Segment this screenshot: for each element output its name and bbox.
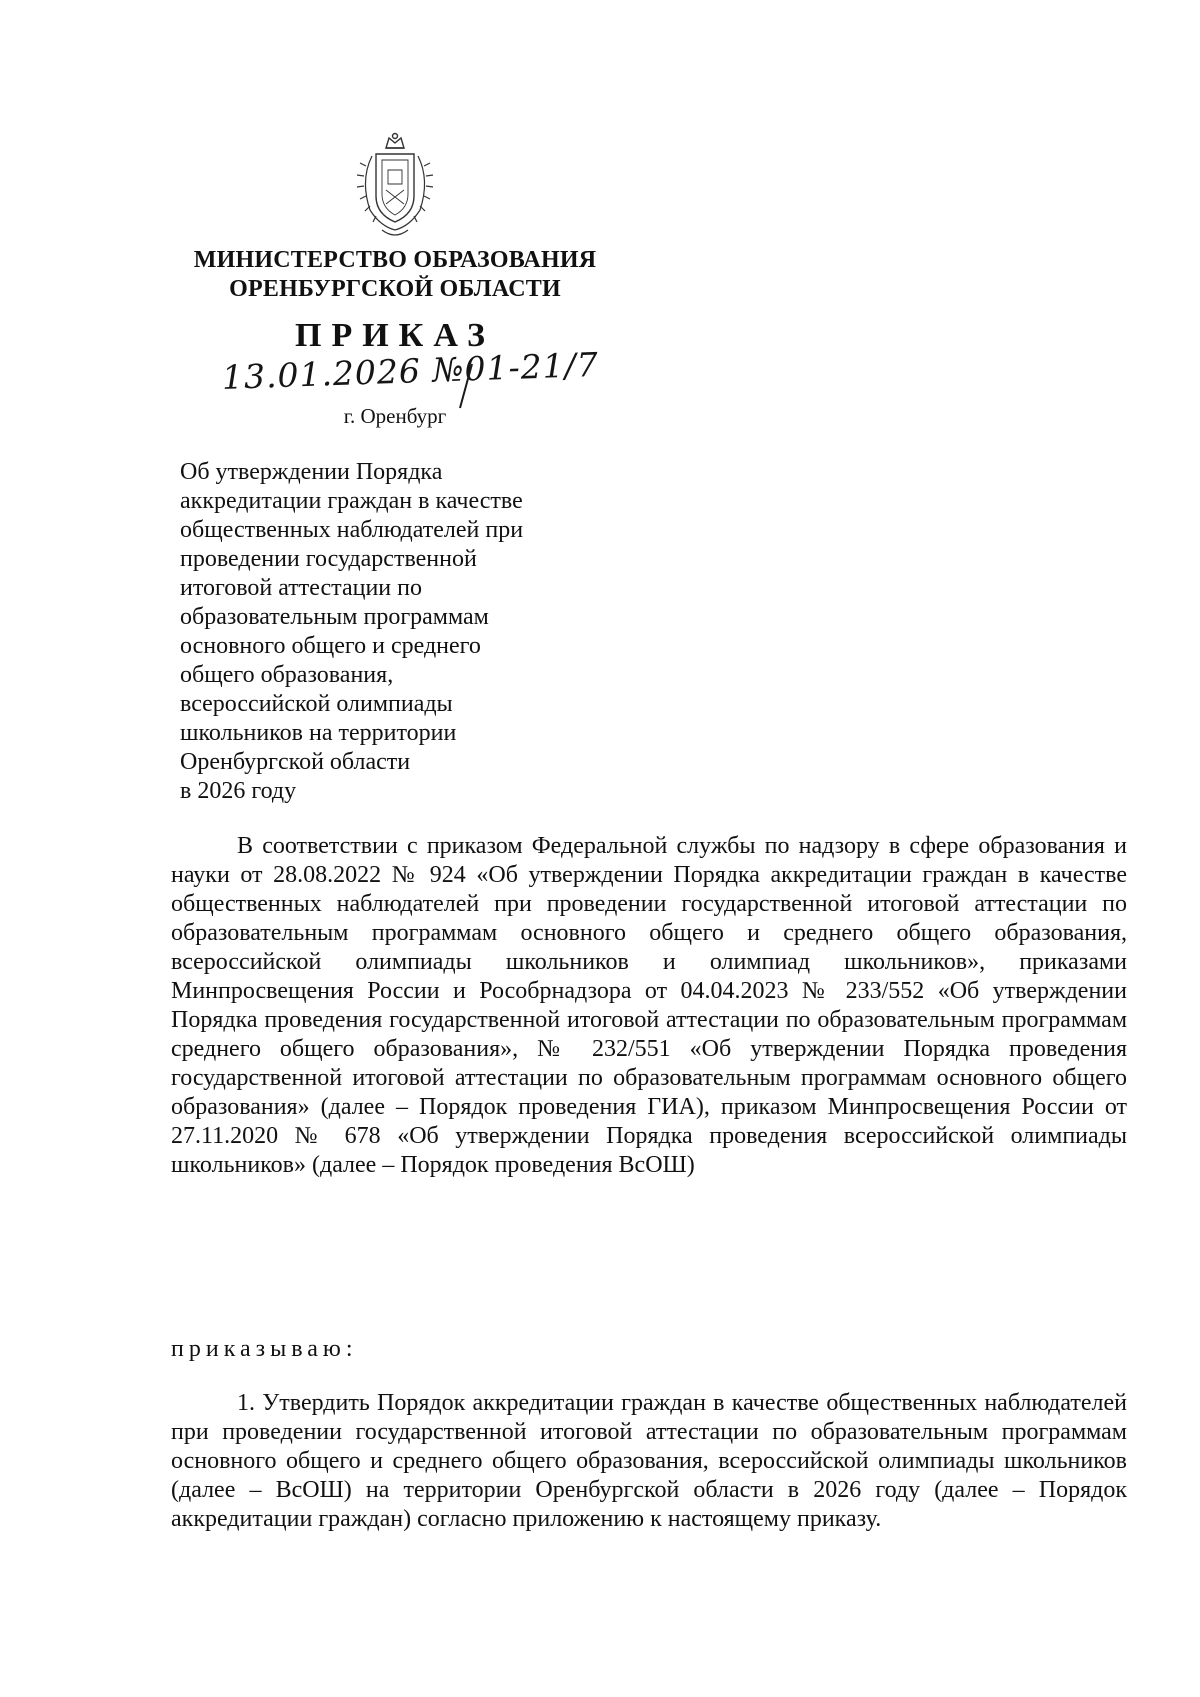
ministry-name [160,246,630,304]
city-name: г. Оренбург [343,404,447,428]
subject-line: школьников на территории [180,720,457,746]
subject-line: Оренбургской области [180,749,411,775]
subject-line: в 2026 году [180,778,297,804]
subject-line: образовательным программам [180,604,489,630]
subject-line: общественных наблюдателей при [180,517,524,543]
coat-of-arms-emblem [352,130,438,242]
subject-line: основного общего и среднего [180,633,481,659]
order-item-1: 1. Утвердить Порядок аккредитации граждан в качестве общественных наблюдателей при проведении государственной итоговой аттестации по образовательным программам основного общего и среднего общего образования, всероссийской олимпиады школьников (далее – ВсОШ) на территории Оренбургской области в 2026 году (далее – Порядок аккредитации граждан) согласно приложению к настоящему приказу. [171,1390,1127,1532]
decree-word: приказываю: [171,1336,358,1362]
preamble-paragraph: В соответствии с приказом Федеральной службы по надзору в сфере образования и науки от 28.08.2022 № 924 «Об утверждении Порядка аккредитации граждан в качестве общественных наблюдателей при проведении государственной итоговой аттестации по образовательным программам основного общего и среднего общего образования, всероссийской олимпиады школьников и олимпиад школьников», приказами Минпросвещения России и Рособрнадзора от 04.04.2023 № 233/552 «Об утверждении Порядка проведения государственной итоговой аттестации по образовательным программам среднего общего образования», № 232/551 «Об утверждении Порядка проведения государственной итоговой аттестации по образовательным программам основного общего образования» (далее – Порядок проведения ГИА), приказом Минпросвещения России от 27.11.2020 № 678 «Об утверждении Порядка проведения всероссийской олимпиады школьников» (далее – Порядок проведения ВсОШ) [171,833,1127,1178]
subject-line: общего образования, [180,662,394,688]
document-type-title: ПРИКАЗ [295,317,495,354]
ministry-name-line-2: ОРЕНБУРГСКОЙ ОБЛАСТИ [229,276,561,302]
subject-line: всероссийской олимпиады [180,691,453,717]
ministry-name-line-1: МИНИСТЕРСТВО ОБРАЗОВАНИЯ [193,247,597,273]
subject-line: итоговой аттестации по [180,575,422,601]
handwritten-date-number-text: 13.01.2026 №01-21/7 [221,344,600,397]
document-subject [180,458,620,806]
subject-line: Об утверждении Порядка [180,459,443,485]
subject-line: аккредитации граждан в качестве [180,488,523,514]
subject-line: проведении государственной [180,546,477,572]
